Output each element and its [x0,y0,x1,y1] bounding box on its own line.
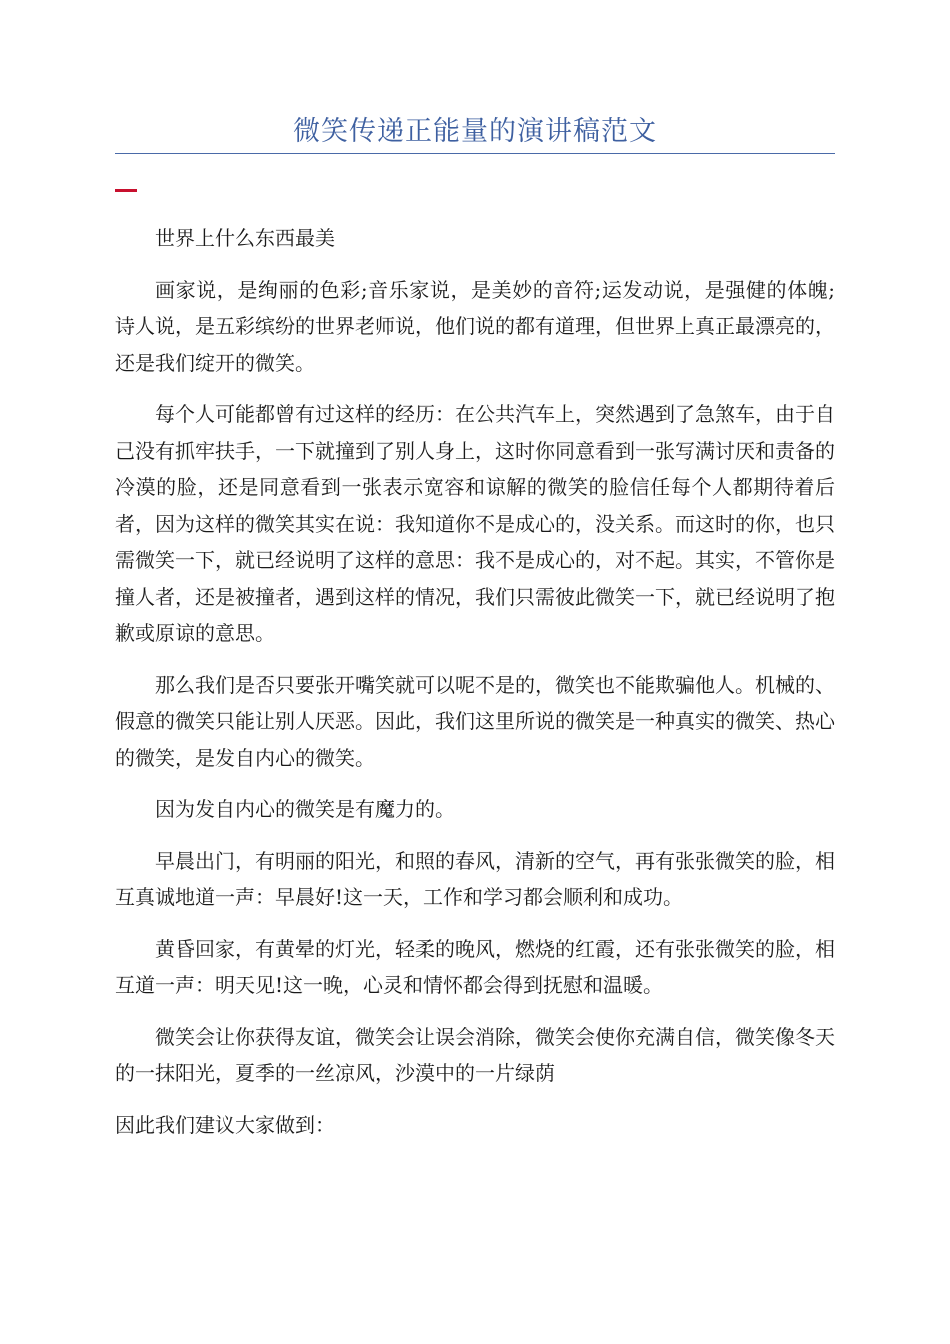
paragraph-5: 因为发自内心的微笑是有魔力的。 [155,797,455,821]
paragraph-2: 画家说，是绚丽的色彩;音乐家说，是美妙的音符;运发动说，是强健的体魄;诗人说，是五彩缤纷的世界老师说，他们说的都有道理，但世界上真正最漂亮的，还是我们绽开的微笑。 [115,277,835,375]
paragraph-3: 每个人可能都曾有过这样的经历：在公共汽车上，突然遇到了急煞车，由于自己没有抓牢扶手，一下就撞到了别人身上，这时你同意看到一张写满讨厌和责备的冷漠的脸，还是同意看到一张表示宽容和谅解的微笑的脸信任每个人都期待着后者，因为这样的微笑其实在说：我知道你不是成心的，没关系。而这时的你，也只需微笑一下，就已经说明了这样的意思：我不是成心的，对不起。其实，不管你是撞人者，还是被撞者，遇到这样的情况，我们只需彼此微笑一下，就已经说明了抱歉或原谅的意思。 [115,402,835,645]
document-title: 微笑传递正能量的演讲稿范文 [293,116,657,147]
paragraph-9: 因此我们建议大家做到： [115,1112,335,1137]
paragraph-1: 世界上什么东西最美 [155,226,335,250]
document-body [115,220,835,1158]
red-accent-mark [115,189,137,192]
paragraph-4: 那么我们是否只要张开嘴笑就可以呢不是的，微笑也不能欺骗他人。机械的、假意的微笑只能让别人厌恶。因此，我们这里所说的微笑是一种真实的微笑、热心的微笑，是发自内心的微笑。 [115,672,835,770]
title-underline [115,153,835,154]
paragraph-7: 黄昏回家，有黄晕的灯光，轻柔的晚风，燃烧的红霞，还有张张微笑的脸，相互道一声：明天见!这一晚，心灵和情怀都会得到抚慰和温暖。 [115,936,835,997]
paragraph-6: 早晨出门，有明丽的阳光，和照的春风，清新的空气，再有张张微笑的脸，相互真诚地道一声：早晨好!这一天，工作和学习都会顺利和成功。 [115,848,835,909]
paragraph-8: 微笑会让你获得友谊，微笑会让误会消除，微笑会使你充满自信，微笑像冬天的一抹阳光，夏季的一丝凉风，沙漠中的一片绿荫 [115,1024,835,1085]
